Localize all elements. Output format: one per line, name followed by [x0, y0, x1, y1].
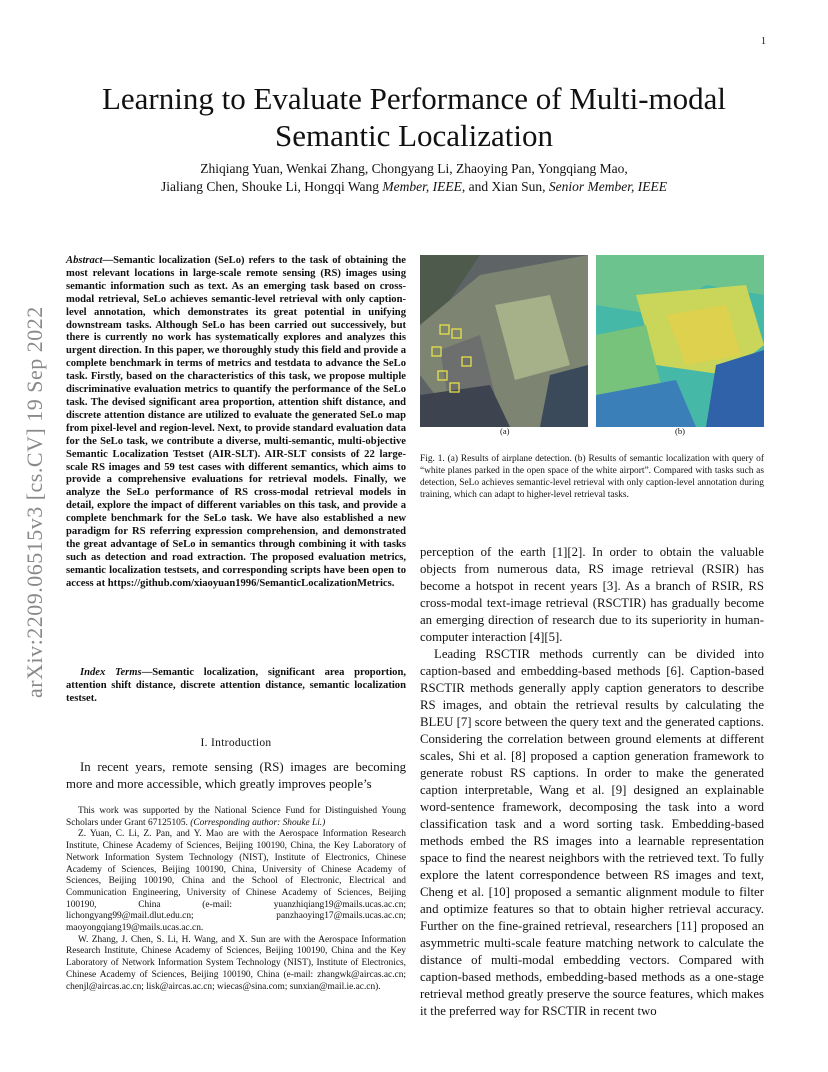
senior-member-ieee: Senior Member, IEEE	[548, 179, 667, 194]
index-terms	[66, 667, 406, 706]
semantic-localization-heatmap	[596, 255, 764, 427]
heatmap-overlay	[596, 255, 764, 427]
authors-and: and Xian Sun,	[465, 179, 549, 194]
airplane-detection-image	[420, 255, 588, 427]
page-number: 1	[761, 36, 766, 47]
abstract	[66, 255, 406, 591]
authors-line-1: Zhiqiang Yuan, Wenkai Zhang, Chongyang Li, Zhaoying Pan, Yongqiang Mao,	[200, 161, 628, 176]
arxiv-identifier: arXiv:2209.06515v3 [cs.CV] 19 Sep 2022	[22, 306, 47, 698]
subfigure-label-a: (a)	[500, 426, 510, 436]
footnote-affiliation-1: Z. Yuan, C. Li, Z. Pan, and Y. Mao are with the Aerospace Information Research Institute, Chinese Academy of Sciences, Beijing 100190, China, the Key Laboratory of Network Information System Technology (NIST), Institute of Electronics, Chinese Academy of Sciences, Beijing 100190, China, University of Chinese Academy of Sciences, Beijing 100190, China and the School of Electronic, Electrical and Communication Engineering, University of Chinese Academy of Sciences, Beijing 100190, China (e-mail: yuanzhiqiang19@mails.ucas.ac.cn; lichongyang99@mail.dlut.edu.cn; panzhaoying17@mails.ucas.ac.cn; maoyongqiang19@mails.ucas.ac.cn.	[66, 829, 406, 934]
authors-line-2	[60, 178, 768, 196]
section-heading: I. Introduction	[200, 737, 272, 749]
index-terms-text: —Semantic localization, significant area proportion, attention shift distance, discrete attention distance, semantic localization testset.	[66, 667, 406, 704]
member-ieee: Member, IEEE,	[382, 179, 466, 194]
footnote-funding	[66, 806, 406, 829]
body-paragraph-1: perception of the earth [1][2]. In order to obtain the valuable objects from numerous data, RS image retrieval (RSIR) has become a hotspot in recent years [3]. As a branch of RSIR, RS cross-modal text-image retrieval (RSCTIR) has gradually become an emerging direction of research due to its superiority in human-computer interaction [4][5].	[420, 545, 764, 644]
corresponding-author: (Corresponding author: Shouke Li.)	[190, 817, 326, 828]
body-paragraph-2: Leading RSCTIR methods currently can be divided into caption-based and embedding-based methods [6]. Caption-based RSCTIR methods generally apply caption generators to describe RS images, and obtain the retrieval results by calculating the BLEU [7] score between the query text and the generated captions. Considering the correlation between ground elements at different scales, Shi et al. [8] proposed a caption generation framework to generate robust RS captions. In order to make the generated caption interpretable, Wang et al. [9] designed an explainable word-sentence framework, decomposing the task into a word classification task and a word sorting task. Embedding-based methods embed the RS images into a learnable representation space to find the nearest neighbors with the retrieved text. To fully explore the latent correspondence between RS images and text, Cheng et al. [10] proposed a semantic alignment module to filter and optimize features so that to obtain higher retrieval accuracy. Further on the fine-grained retrieval, researchers [11] proposed an asymmetric multi-scale feature matching network to calculate the distance of multi-modal embedding vectors. Compared with caption-based methods, embedding-based methods as a one-stage retrieval method greatly preserve the source features, which makes it the preferred way for RSCTIR in recent two	[420, 647, 764, 1018]
paper-title: Learning to Evaluate Performance of Multi-modal Semantic Localization	[101, 81, 727, 153]
author-list	[60, 160, 768, 196]
subfigure-label-b: (b)	[675, 426, 685, 436]
index-terms-label: Index Terms	[80, 667, 142, 678]
authors-line-2-names: Jialiang Chen, Shouke Li, Hongqi Wang	[161, 179, 383, 194]
footnote-affiliation-2: W. Zhang, J. Chen, S. Li, H. Wang, and X. Sun are with the Aerospace Information Research Institute, Chinese Academy of Sciences, Beijing 100190, China and the Key Laboratory of Network Information System Technology (NIST), Institute of Electronics, Chinese Academy of Sciences, Beijing 100190, China (e-mail: zhangwk@aircas.ac.cn; chenjl@aircas.ac.cn; lisk@aircas.ac.cn; wiecas@sina.com; sunxian@mail.ie.ac.cn).	[66, 934, 406, 992]
figure-1	[420, 255, 764, 427]
abstract-label: Abstract	[66, 255, 103, 266]
aerial-airport-photo	[420, 255, 588, 427]
right-column-body	[420, 544, 764, 1020]
footnote-funding-text: This work was supported by the National Science Fund for Distinguished Young Scholars under Grant 67125105.	[66, 806, 406, 828]
intro-paragraph: In recent years, remote sensing (RS) images are becoming more and more accessible, which greatly improves people’s	[66, 760, 406, 791]
footnotes	[66, 806, 406, 993]
abstract-text: —Semantic localization (SeLo) refers to the task of obtaining the most relevant locations in large-scale remote sensing (RS) images using semantic information such as text. As an emerging task based on cross-modal retrieval, SeLo achieves semantic-level retrieval with only caption-level annotation, which demonstrates its great potential in unifying downstream tasks. Although SeLo has been carried out successively, but there is currently no work has systematically explores and analyzes this urgent direction. In this paper, we thoroughly study this field and provide a complete benchmark in terms of metrics and testdata to advance the SeLo task. Firstly, based on the characteristics of this task, we propose multiple discriminative evaluation metrics to quantify the performance of the SeLo task. The devised significant area proportion, attention shift distance, and discrete attention distance are utilized to evaluate the generated SeLo map from pixel-level and region-level. Next, to provide standard evaluation data for the SeLo task, we contribute a diverse, multi-semantic, multi-objective Semantic Localization Testset (AIR-SLT). AIR-SLT consists of 22 large-scale RS images and 59 test cases with different semantics, which aims to provide a comprehensive evaluations for retrieval models. Finally, we analyze the SeLo performance of RS cross-modal retrieval models in detail, explore the impact of different variables on this task, and provide a complete benchmark for the SeLo task. We have also established a new paradigm for RS referring expression comprehension, and demonstrated the great advantage of SeLo in semantics through combining it with tasks such as detection and road extraction. The proposed evaluation metrics, semantic localization testsets, and corresponding scripts have been open to access at https://github.com/xiaoyuan1996/SemanticLocalizationMetrics.	[66, 255, 406, 589]
figure-caption: Fig. 1. (a) Results of airplane detection. (b) Results of semantic localization with query of “white planes parked in the open space of the white airport”. Compared with tasks such as detection, SeLo achieves semantic-level retrieval with only caption-level annotation during training, which can adapt to higher-level retrieval tasks.	[420, 454, 764, 500]
